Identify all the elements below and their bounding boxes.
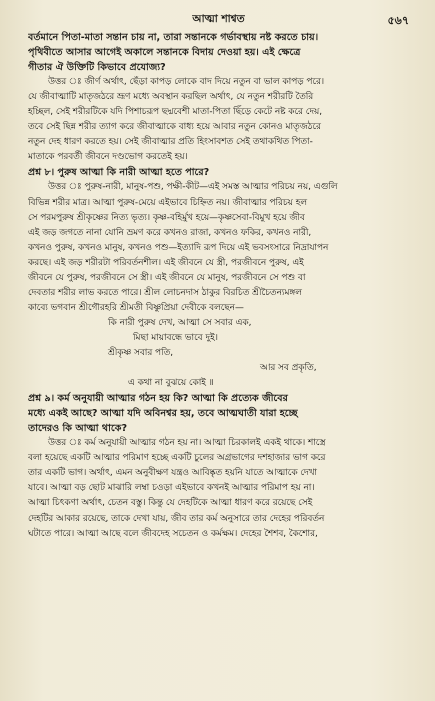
paragraph-line: আত্মা চিৎকণা অর্থাৎ, চেতন বস্তু। কিন্তু যে দেহটিকে আত্মা ধারণ করে রয়েছে সেই bbox=[28, 498, 313, 509]
paragraph-line: জীবনে যে পুরুষ, পরজীবনে সে স্ত্রী। এই জীবনে যে মানুষ, পরজীবনে সে পশু বা bbox=[28, 272, 306, 283]
paragraph-line: সে পরমপুরুষ শ্রীকৃষ্ণের নিত্য ভৃত্য। কৃষ্ণ-বহির্মুখ হয়ে—কৃষ্ণসেবা-বিমুখ হয়ে জীব bbox=[28, 212, 305, 223]
verse-line: কি নারী পুরুষ দেখ, আত্মা সে সবার এক, bbox=[108, 317, 252, 328]
paragraph-line: বিভিন্ন শরীর মাত্র। আত্মা পুরুষ-মেয়ে এইভাবে চিহ্নিত নয়। জীবাত্মার পরিচয় হল bbox=[28, 197, 308, 208]
paragraph-line: দেহটির আকার রয়েছে, তাকে দেখা যায়, জীব তার কর্ম অনুসারে তার দেহের পরিবর্তন bbox=[28, 513, 325, 524]
paragraph-line: এই জড় জগতে নানা যোনি ভ্রমণ করে কখনও রাজা, কখনও ফকির, কখনও নারী, bbox=[28, 227, 312, 238]
paragraph-line: ঘটাতে পারে। আত্মা আছে বলে জীবদেহ সচেতন ও কর্মক্ষম। দেহের শৈশব, কৈশোর, bbox=[28, 528, 318, 539]
verse-line: আর সব প্রকৃতি, bbox=[260, 363, 317, 374]
verse-line: মিছা মায়াবন্ধে ভাবে দুই। bbox=[133, 332, 218, 343]
paragraph-line: উত্তর ঃ জীর্ণ অর্থাৎ, ছেঁড়া কাপড় লোকে বাদ দিয়ে নতুন বা ভাল কাপড় পরে। bbox=[48, 77, 325, 88]
paragraph-line: প্রশ্ন ৮। পুরুষ আত্মা কি নারী আত্মা হতে পারে? bbox=[28, 167, 210, 179]
paragraph-line: যাবে। আত্মা বড় ছোট মাঝারি লম্বা চওড়া এইভাবে কখনই আত্মার পরিমাপ হয় না। bbox=[28, 483, 315, 494]
running-title: আত্মা শাশ্বত bbox=[192, 13, 245, 25]
paragraph-line: তার একটি ভাগ। অর্থাৎ, এমন অনুবীক্ষণ যন্ত্রও আবিষ্কৃত হয়নি যাতে আত্মাকে দেখা bbox=[28, 468, 318, 479]
page-header bbox=[28, 8, 409, 30]
paragraph-line: তাদেরও কি আত্মা থাকে? bbox=[28, 423, 128, 435]
paragraph-line: মাতাকে পরবর্তী জীবনে দণ্ডভোগ করতেই হয়। bbox=[28, 152, 188, 163]
paragraph-line: প্রশ্ন ৯। কর্ম অনুযায়ী আত্মার গঠন হয় কি? আত্মা কি প্রত্যেক জীবের bbox=[28, 393, 288, 405]
body-text-lower bbox=[28, 391, 409, 541]
paragraph-line: বলা হয়েছে একটি আত্মার পরিমাণ হচ্ছে একটি চুলের অগ্রভাগের দশহাজার ভাগ করে bbox=[28, 453, 326, 464]
paragraph-line: করছে। এই জড় শরীরটা পরিবর্তনশীল। এই জীবনে যে স্ত্রী, পরজীবনে পুরুষ, এই bbox=[28, 257, 304, 268]
paragraph-line: বর্তমানে পিতা-মাতা সন্তান চায় না, তারা সন্তানকে গর্ভাবস্থায় নষ্ট করতে চায়। bbox=[28, 32, 319, 43]
verse-line: এ কথা না বুঝয়ে কোই ॥ bbox=[128, 378, 214, 389]
verse-block bbox=[28, 316, 409, 391]
page-number: ৫৬৭ bbox=[387, 14, 409, 27]
paragraph-line: তবে সেই ছিন্ন শরীর ত্যাগ করে জীবাত্মাকে বাধ্য হয়ে আবার নতুন কোনও মাতৃজঠরে bbox=[28, 122, 321, 133]
paragraph-line: দেবতার শরীর লাভ করতে পারে। শ্রীল লোচনদাস ঠাকুর বিরচিত শ্রীচৈতন্যমঙ্গল bbox=[28, 287, 302, 298]
verse-line: শ্রীকৃষ্ণ সবার পতি, bbox=[108, 347, 174, 358]
paragraph-line: কাব্যে ভগবান শ্রীগৌরহরি শ্রীমতী বিষ্ণুপ্রিয়া দেবীকে বলছেন— bbox=[28, 302, 244, 313]
body-text-upper bbox=[28, 30, 409, 316]
paragraph-line: হচ্ছিল, সেই শরীরটিকে যদি পিশাচরূপ ছদ্মবেশী মাতা-পিতা ছিঁড়ে কেটে নষ্ট করে দেয়, bbox=[28, 107, 323, 118]
paragraph-line: পৃথিবীতে আসার আগেই অকালে সন্তানকে বিদায় দেওয়া হয়। এই ক্ষেত্রে bbox=[28, 47, 301, 59]
paragraph-line: মধ্যে একই আছে? আত্মা যদি অবিনশ্বর হয়, তবে আত্মঘাতী যারা হচ্ছে bbox=[28, 408, 298, 420]
paragraph-line: উত্তর ঃ পুরুষ-নারী, মানুষ-পশু, পক্ষী-কীট—এই সমস্ত আত্মার পরিচয় নয়, এগুলি bbox=[48, 182, 338, 193]
paragraph-line: গীতার ঐ উক্তিটি কিভাবে প্রযোজ্য? bbox=[28, 62, 166, 74]
paragraph-line: যে জীবাত্মাটি মাতৃজঠরে ভ্রূণ মধ্যে অবস্থান করছিল অর্থাৎ, যে নতুন শরীরটি তৈরি bbox=[28, 92, 314, 103]
paragraph-line: নতুন দেহ ধারণ করতে হয়। সেই জীবাত্মার প্রতি হিংসাবশত সেই তথাকথিত পিতা- bbox=[28, 137, 313, 148]
paragraph-line: কখনও পুরুষ, কখনও মানুষ, কখনও পশু—ইত্যাদি রূপ দিয়ে এই ভবসংসারে নিদ্রাযাপন bbox=[28, 242, 329, 253]
paragraph-line: উত্তর ঃ কর্ম অনুযায়ী আত্মার গঠন হয় না। আত্মা চিরকালই একই থাকে। শাস্ত্রে bbox=[48, 438, 326, 449]
